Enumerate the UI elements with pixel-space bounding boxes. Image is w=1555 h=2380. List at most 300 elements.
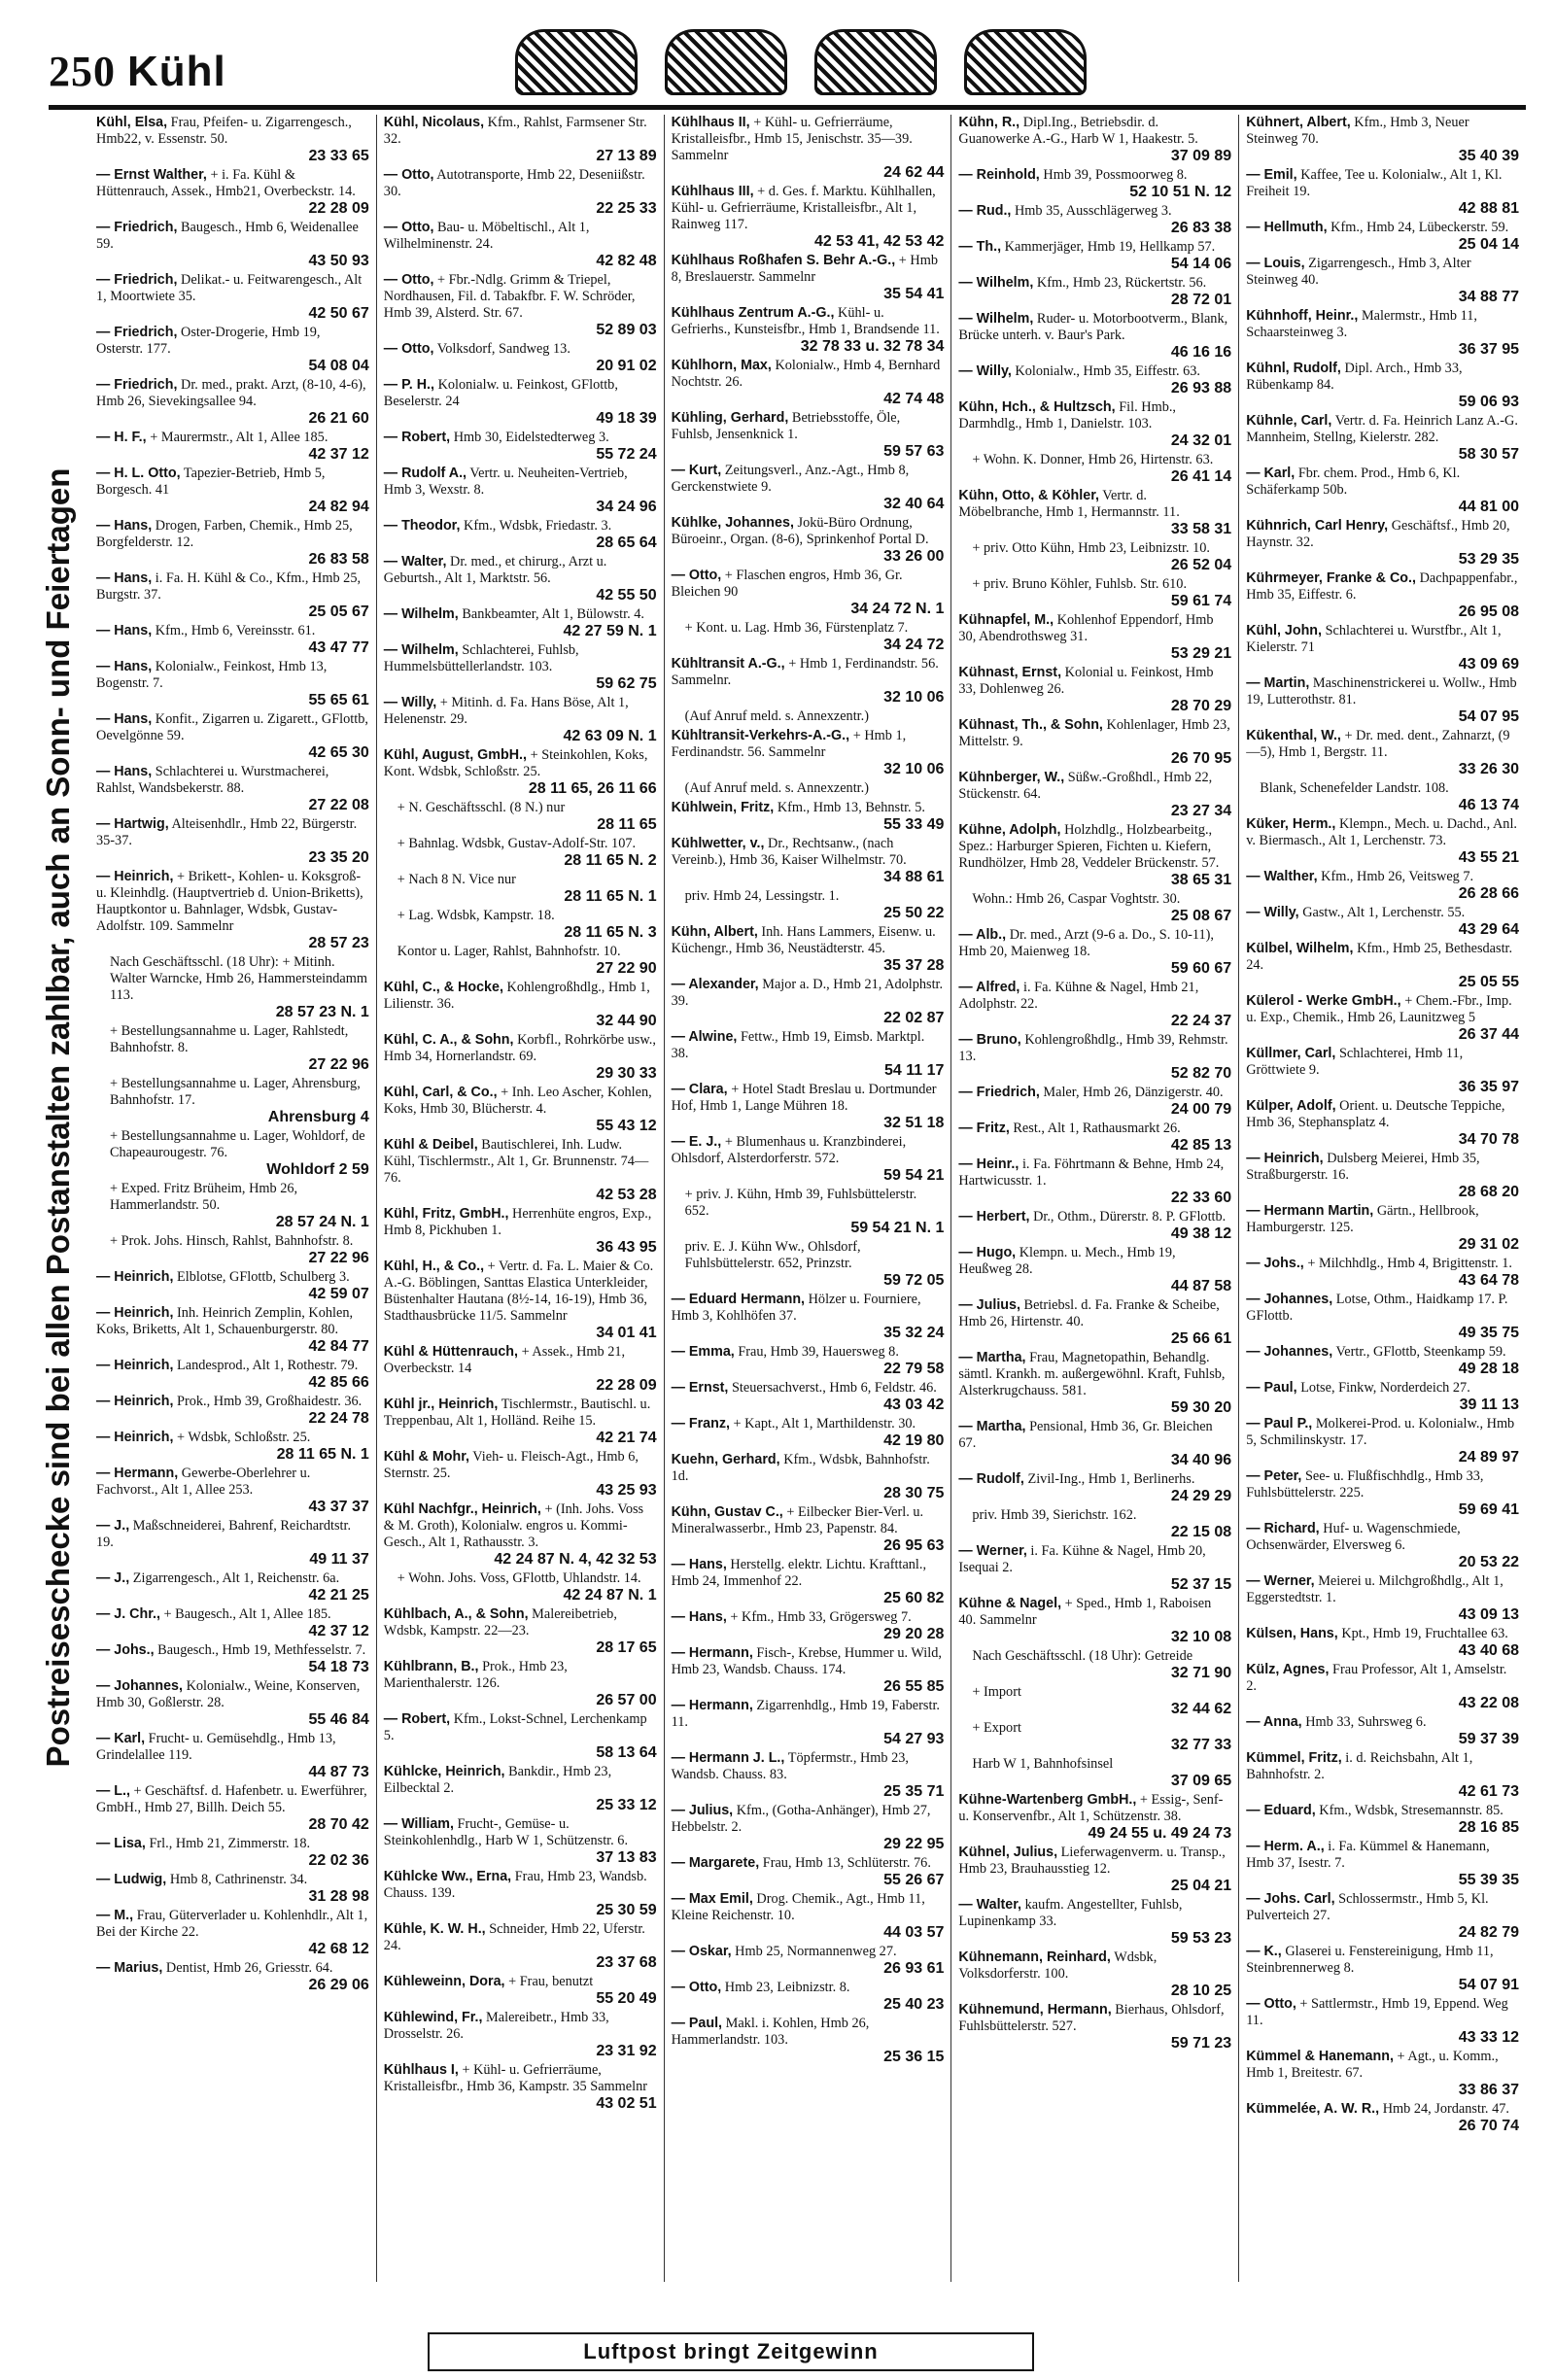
entry-phone: 35 54 41 bbox=[883, 286, 945, 302]
entry-phone: 24 00 79 bbox=[1170, 1101, 1232, 1118]
entry-phone: 27 22 90 bbox=[596, 960, 657, 977]
directory-entry bbox=[1246, 1521, 1519, 1570]
entry-details: Zigarrengesch., Alt 1, Reichenstr. 6a. bbox=[132, 1570, 340, 1586]
entry-name: — Johs., bbox=[96, 1642, 155, 1658]
entry-phone: 26 21 60 bbox=[308, 410, 369, 427]
directory-entry bbox=[384, 1085, 657, 1134]
entry-name: — Hans, bbox=[96, 764, 153, 779]
entry-name: — K., bbox=[1246, 1944, 1282, 1959]
entry-phone: 32 51 18 bbox=[883, 1115, 945, 1131]
directory-entry bbox=[96, 570, 369, 620]
directory-entry bbox=[1246, 308, 1519, 358]
entry-phone: 22 15 08 bbox=[1170, 1524, 1232, 1540]
directory-entry bbox=[1246, 1380, 1519, 1413]
directory-entry bbox=[384, 272, 657, 338]
entry-phone: 58 13 64 bbox=[596, 1744, 657, 1761]
entry-name: — Hans, bbox=[96, 623, 153, 638]
entry-name: Külz, Agnes, bbox=[1246, 1662, 1330, 1677]
directory-entry bbox=[958, 1596, 1231, 1645]
entry-details: + Kapt., Alt 1, Marthildenstr. 30. bbox=[733, 1416, 916, 1431]
directory-entry bbox=[672, 1645, 945, 1695]
entry-details: + Inh. Leo Ascher, Kohlen, Koks, Hmb 30, Blücherstr. 4. bbox=[383, 1085, 652, 1117]
directory-entry bbox=[96, 623, 369, 656]
directory-entry bbox=[672, 1344, 945, 1377]
entry-phone: 28 57 23 bbox=[308, 935, 369, 951]
entry-name: — Wilhelm, bbox=[383, 606, 459, 622]
entry-details: Kohlenhof Eppendorf, Hmb 30, Abendrothsweg 31. bbox=[958, 612, 1214, 644]
entry-name: — Martha, bbox=[958, 1419, 1026, 1434]
directory-entry bbox=[672, 1557, 945, 1606]
entry-name: — Emil, bbox=[1246, 167, 1297, 183]
directory-entry bbox=[96, 1269, 369, 1302]
entry-phone: 42 27 59 N. 1 bbox=[563, 623, 657, 639]
entry-details: + Brikett-, Kohlen- u. Koksgroß- u. Kleinhdlg. (Hauptvertrieb d. Union-Briketts), Hauptkontor u. Bahnlager, Wdsbk, Gustav-Adolfstr. 109. Sammelnr bbox=[96, 869, 363, 934]
entry-phone: 25 33 12 bbox=[596, 1797, 657, 1813]
entry-phone: 59 69 41 bbox=[1458, 1501, 1519, 1518]
entry-details: Kfm., Hmb 3, Neuer Steinweg 70. bbox=[1246, 115, 1469, 147]
entry-details: i. Fa. Kümmel & Hanemann, Hmb 37, Isestr. 7. bbox=[1246, 1839, 1490, 1871]
entry-name: — Heinr., bbox=[958, 1156, 1019, 1172]
entry-phone: 22 33 60 bbox=[1170, 1190, 1232, 1206]
entry-details: Frau, Pfeifen- u. Zigarrengesch., Hmb22, v. Essenstr. 50. bbox=[96, 115, 352, 147]
directory-entry bbox=[384, 1606, 657, 1656]
entry-details: Kfm., Hmb 23, Rückertstr. 56. bbox=[1036, 275, 1207, 291]
entry-details: Zigarrengesch., Hmb 3, Alter Steinweg 40. bbox=[1246, 256, 1471, 288]
entry-name: — J., bbox=[96, 1518, 130, 1534]
entry-phone: 53 29 21 bbox=[1170, 645, 1232, 662]
entry-name: Kühne-Wartenberg GmbH., bbox=[958, 1792, 1137, 1808]
entry-name: Kühl & Hüttenrauch, bbox=[383, 1344, 518, 1360]
entry-name: — Reinhold, bbox=[958, 167, 1040, 183]
entry-phone: 28 70 29 bbox=[1170, 698, 1232, 714]
entry-details: Kohlengroßhdlg., Hmb 1, Lilienstr. 36. bbox=[383, 980, 650, 1012]
entry-phone: 28 68 20 bbox=[1458, 1184, 1519, 1200]
entry-phone: 44 87 73 bbox=[308, 1764, 369, 1780]
directory-entry bbox=[1246, 1203, 1519, 1253]
entry-details: Töpfermstr., Hmb 23, Wandsb. Chauss. 83. bbox=[671, 1750, 910, 1782]
directory-entry bbox=[1246, 518, 1519, 568]
entry-phone: 32 44 90 bbox=[596, 1013, 657, 1029]
entry-name: — Paul, bbox=[1246, 1380, 1297, 1396]
entry-name: Kühnert, Albert, bbox=[1246, 115, 1351, 130]
entry-details: + Mitinh. d. Fa. Hans Böse, Alt 1, Helenenstr. 29. bbox=[383, 695, 629, 727]
entry-phone: 25 35 71 bbox=[883, 1783, 945, 1800]
entry-name: — Willy, bbox=[958, 363, 1012, 379]
entry-details: Blank, Schenefelder Landstr. 108. bbox=[1260, 780, 1449, 796]
directory-entry bbox=[1246, 1468, 1519, 1518]
directory-entry bbox=[1246, 1626, 1519, 1659]
entry-details: + Export bbox=[972, 1720, 1021, 1736]
entry-details: + Maurermstr., Alt 1, Allee 185. bbox=[150, 430, 328, 445]
directory-entry bbox=[384, 2062, 657, 2112]
entry-name: Kühling, Gerhard, bbox=[671, 410, 789, 426]
entry-details: Vertr. d. Möbelbranche, Hmb 1, Hermannstr. 11. bbox=[958, 488, 1180, 520]
directory-entry bbox=[384, 1869, 657, 1918]
directory-entry bbox=[672, 1609, 945, 1642]
entry-phone: 43 09 13 bbox=[1458, 1606, 1519, 1623]
entry-name: — Alexander, bbox=[671, 977, 759, 992]
entry-details: Kfm., Wdsbk, Friedastr. 3. bbox=[464, 518, 612, 534]
entry-phone: 49 38 12 bbox=[1170, 1225, 1232, 1242]
entry-name: — Kurt, bbox=[671, 463, 722, 478]
entry-details: Frucht-, Gemüse- u. Steinkohlenhdlg., Harb W 1, Schützenstr. 6. bbox=[383, 1816, 629, 1848]
directory-entry bbox=[672, 1698, 945, 1747]
entry-phone: 26 93 61 bbox=[883, 1960, 945, 1977]
entry-name: — Otto, bbox=[383, 341, 434, 357]
entry-phone: 42 59 07 bbox=[308, 1286, 369, 1302]
directory-entry bbox=[958, 1543, 1231, 1593]
entry-phone: 22 24 78 bbox=[308, 1410, 369, 1427]
entry-details: Hmb 23, Leibnizstr. 8. bbox=[724, 1980, 850, 1995]
entry-name: — Julius, bbox=[958, 1297, 1020, 1313]
entry-name: Kühne, Adolph, bbox=[958, 822, 1061, 838]
entry-details: Nach Geschäftsschl. (18 Uhr): Getreide bbox=[972, 1648, 1193, 1664]
entry-details: Dentist, Hmb 26, Griesstr. 64. bbox=[165, 1960, 333, 1976]
entry-name: — Max Emil, bbox=[671, 1891, 753, 1907]
directory-entry bbox=[672, 708, 945, 725]
directory-entry bbox=[96, 1570, 369, 1604]
entry-name: — Johannes, bbox=[96, 1678, 183, 1694]
side-banner-text: Postreiseschecke sind bei allen Postanstalten zahlbar, auch an Sonn- und Feiertagen bbox=[40, 467, 76, 1768]
entry-phone: 36 35 97 bbox=[1458, 1079, 1519, 1095]
entry-details: + Hmb 1, Ferdinandstr. 56. Sammelnr bbox=[671, 728, 907, 760]
entry-phone: 32 44 62 bbox=[1170, 1701, 1232, 1717]
entry-phone: 24 62 44 bbox=[883, 164, 945, 181]
entry-details: Klempn., Mech. u. Dachd., Anl. v. Biermasch., Alt 1, Lerchenstr. 73. bbox=[1246, 816, 1517, 848]
directory-entry bbox=[96, 1358, 369, 1391]
entry-phone: 42 53 41, 42 53 42 bbox=[813, 233, 945, 250]
entry-details: Harb W 1, Bahnhofsinsel bbox=[972, 1756, 1114, 1772]
directory-entry bbox=[96, 1836, 369, 1869]
ad-image-3 bbox=[814, 29, 937, 95]
entry-name: Kümmel, Fritz, bbox=[1246, 1750, 1342, 1766]
entry-name: Kümmel & Hanemann, bbox=[1246, 2049, 1394, 2064]
entry-name: — Heinrich, bbox=[96, 1305, 174, 1321]
entry-name: Külsen, Hans, bbox=[1246, 1626, 1338, 1641]
entry-name: — Franz, bbox=[671, 1416, 730, 1431]
entry-details: Korbfl., Rohrkörbe usw., Hmb 34, Hornerlandstr. 69. bbox=[383, 1032, 656, 1064]
directory-column-5 bbox=[1238, 115, 1526, 2282]
directory-entry bbox=[672, 115, 945, 181]
entry-name: — Theodor, bbox=[383, 518, 461, 534]
directory-entry bbox=[672, 1187, 945, 1236]
side-banner bbox=[39, 243, 78, 1992]
directory-entry bbox=[96, 1678, 369, 1728]
entry-phone: 55 20 49 bbox=[596, 1990, 657, 2007]
entry-name: — Alfred, bbox=[958, 980, 1020, 995]
entry-name: Külper, Adolf, bbox=[1246, 1098, 1336, 1114]
entry-name: Kühl, Carl, & Co., bbox=[383, 1085, 498, 1100]
ad-image-4 bbox=[964, 29, 1087, 95]
entry-phone: 28 11 65 N. 2 bbox=[564, 852, 657, 869]
entry-details: + Kühl- u. Gefrierräume, Kristalleisfbr., Hmb 15, Jenischstr. 35—39. Sammelnr bbox=[671, 115, 913, 163]
entry-details: + Nach 8 N. Vice nur bbox=[397, 872, 516, 887]
entry-details: Inh. Heinrich Zemplin, Kohlen, Koks, Briketts, Alt 1, Schauenburgerstr. 80. bbox=[96, 1305, 354, 1337]
entry-name: Kühn, Gustav C., bbox=[671, 1504, 783, 1520]
directory-entry bbox=[384, 518, 657, 551]
page-number-keyword bbox=[49, 47, 226, 96]
directory-entry bbox=[384, 1659, 657, 1708]
entry-name: Kühl, John, bbox=[1246, 623, 1323, 638]
entry-details: + Chem.-Fbr., Imp. u. Exp., Chemik., Hmb 26, Launitzweg 5 bbox=[1246, 993, 1512, 1025]
entry-phone: 34 24 72 N. 1 bbox=[850, 601, 945, 617]
directory-entry bbox=[1246, 1256, 1519, 1289]
entry-details: Schlachterei, Hmb 11, Gröttwiete 9. bbox=[1246, 1046, 1464, 1078]
entry-details: Klempn. u. Mech., Hmb 19, Heußweg 28. bbox=[958, 1245, 1176, 1277]
entry-details: Holzhdlg., Holzbearbeitg., Spez.: Harburger Spieren, Fichten u. Kiefern, Rundhölzer, Hmb 28, Veddeler Brückenstr. 57. bbox=[958, 822, 1220, 871]
entry-details: + Sattlermstr., Hmb 19, Eppend. Weg 11. bbox=[1246, 1996, 1508, 2028]
entry-details: Autotransporte, Hmb 22, Deseniißstr. 30. bbox=[383, 167, 645, 199]
entry-phone: 26 93 88 bbox=[1170, 380, 1232, 397]
entry-phone: 36 43 95 bbox=[596, 1239, 657, 1256]
entry-phone: 33 26 00 bbox=[883, 548, 945, 565]
entry-phone: 59 54 21 N. 1 bbox=[850, 1220, 945, 1236]
entry-phone: 32 40 64 bbox=[883, 496, 945, 512]
directory-entry bbox=[672, 1029, 945, 1079]
entry-phone: 49 28 18 bbox=[1458, 1361, 1519, 1377]
footer-banner bbox=[428, 2332, 1034, 2371]
entry-phone: 20 53 22 bbox=[1458, 1554, 1519, 1570]
header-ad-images bbox=[515, 29, 1137, 97]
directory-entry bbox=[384, 1449, 657, 1499]
entry-name: — Wilhelm, bbox=[958, 311, 1034, 327]
entry-phone: 26 55 85 bbox=[883, 1678, 945, 1695]
entry-phone: 28 57 24 N. 1 bbox=[275, 1214, 369, 1230]
entry-details: Zigarrenhdlg., Hmb 19, Faberstr. 11. bbox=[671, 1698, 940, 1730]
entry-phone: 29 22 95 bbox=[883, 1836, 945, 1852]
entry-name: Kühlbach, A., & Sohn, bbox=[383, 1606, 529, 1622]
directory-column-2 bbox=[376, 115, 664, 2282]
entry-name: — Emma, bbox=[671, 1344, 735, 1360]
entry-details: Vieh- u. Fleisch-Agt., Hmb 6, Sternstr. 25. bbox=[383, 1449, 639, 1481]
entry-phone: 28 17 65 bbox=[596, 1639, 657, 1656]
entry-name: — Hugo, bbox=[958, 1245, 1017, 1260]
entry-details: Dr., Othm., Dürerstr. 8. P. GFlottb. bbox=[1033, 1209, 1227, 1224]
directory-entry bbox=[958, 1897, 1231, 1947]
directory-entry bbox=[1246, 905, 1519, 938]
directory-entry bbox=[96, 1518, 369, 1568]
entry-name: — William, bbox=[383, 1816, 454, 1832]
entry-name: Kühlwein, Fritz, bbox=[671, 800, 775, 815]
entry-details: + Prok. Johs. Hinsch, Rahlst, Bahnhofstr. 8. bbox=[110, 1233, 354, 1249]
entry-details: Bankbeamter, Alt 1, Bülowstr. 4. bbox=[462, 606, 644, 622]
entry-name: Kühltransit A.-G., bbox=[671, 656, 785, 672]
directory-entry bbox=[958, 770, 1231, 819]
entry-details: Schlachterei u. Wurstmacherei, Rahlst, Wandsbekerstr. 88. bbox=[96, 764, 329, 796]
directory-entry bbox=[1246, 1292, 1519, 1341]
directory-entry bbox=[958, 1350, 1231, 1416]
entry-details: + Eilbecker Bier-Verl. u. Mineralwasserbr., Hmb 23, Papenstr. 84. bbox=[671, 1504, 924, 1536]
directory-entry bbox=[1246, 1714, 1519, 1747]
directory-entry bbox=[96, 430, 369, 463]
directory-entry bbox=[958, 1756, 1231, 1789]
directory-entry bbox=[1246, 1573, 1519, 1623]
entry-details: Kfm., Wdsbk, Stresemannstr. 85. bbox=[1319, 1803, 1503, 1818]
entry-phone: 25 36 15 bbox=[883, 2049, 945, 2065]
entry-name: — Otto, bbox=[383, 272, 434, 288]
entry-name: Kühlhaus II, bbox=[671, 115, 750, 130]
entry-phone: 43 40 68 bbox=[1458, 1642, 1519, 1659]
entry-details: Kolonialw., Weine, Konserven, Hmb 30, Goßlerstr. 28. bbox=[96, 1678, 361, 1710]
entry-name: — Hans, bbox=[96, 570, 153, 586]
entry-phone: 44 81 00 bbox=[1458, 499, 1519, 515]
directory-entry bbox=[958, 1471, 1231, 1504]
entry-details: Drog. Chemik., Agt., Hmb 11, Kleine Reichenstr. 10. bbox=[671, 1891, 925, 1923]
entry-name: Kühn, Hch., & Hultzsch, bbox=[958, 399, 1116, 415]
entry-details: Frau Professor, Alt 1, Amselstr. 2. bbox=[1246, 1662, 1507, 1694]
entry-details: Meierei u. Milchgroßhdlg., Alt 1, Eggerstedtstr. 1. bbox=[1246, 1573, 1503, 1605]
entry-details: Kolonialw., Hmb 4, Bernhard Nochtstr. 26. bbox=[671, 358, 941, 390]
directory-column-1 bbox=[89, 115, 376, 2282]
entry-phone: 55 46 84 bbox=[308, 1711, 369, 1728]
entry-name: Kühlewind, Fr., bbox=[383, 2010, 483, 2025]
entry-details: + priv. Bruno Köhler, Fuhlsb. Str. 610. bbox=[972, 576, 1188, 592]
entry-phone: 26 28 66 bbox=[1458, 885, 1519, 902]
entry-details: + Bahnlag. Wdsbk, Gustav-Adolf-Str. 107. bbox=[397, 836, 637, 851]
entry-name: — Ludwig, bbox=[96, 1872, 167, 1887]
directory-entry bbox=[96, 272, 369, 322]
directory-entry bbox=[958, 1297, 1231, 1347]
directory-entry bbox=[1246, 115, 1519, 164]
directory-entry bbox=[958, 1792, 1231, 1842]
entry-details: Prok., Hmb 39, Großhaidestr. 36. bbox=[177, 1394, 363, 1409]
entry-name: Kühl, H., & Co., bbox=[383, 1259, 485, 1274]
entry-phone: 54 18 73 bbox=[308, 1659, 369, 1675]
entry-name: — J., bbox=[96, 1570, 130, 1586]
entry-name: — Ernst, bbox=[671, 1380, 729, 1396]
entry-details: Landesprod., Alt 1, Rothestr. 79. bbox=[177, 1358, 359, 1373]
directory-entry bbox=[1246, 220, 1519, 253]
entry-phone: 27 22 08 bbox=[308, 797, 369, 813]
entry-details: i. Fa. H. Kühl & Co., Kfm., Hmb 25, Burgstr. 37. bbox=[96, 570, 362, 603]
entry-phone: 32 71 90 bbox=[1170, 1665, 1232, 1681]
entry-phone: 59 57 63 bbox=[883, 443, 945, 460]
directory-entry bbox=[96, 466, 369, 515]
directory-entry bbox=[672, 620, 945, 653]
entry-details: Maler, Hmb 26, Dänzigerstr. 40. bbox=[1043, 1085, 1224, 1100]
directory-entry bbox=[958, 891, 1231, 924]
entry-details: + Bestellungsannahme u. Lager, Ahrensburg, Bahnhofstr. 17. bbox=[110, 1076, 361, 1108]
entry-details: Dulsberg Meierei, Hmb 35, Straßburgerstr. 16. bbox=[1246, 1151, 1480, 1183]
entry-phone: 37 13 83 bbox=[596, 1849, 657, 1866]
entry-phone: 55 72 24 bbox=[596, 446, 657, 463]
entry-details: Zeitungsverl., Anz.-Agt., Hmb 8, Gerckenstwiete 9. bbox=[671, 463, 910, 495]
entry-name: Kühnemann, Reinhard, bbox=[958, 1949, 1111, 1965]
entry-details: Bautischlerei, Inh. Ludw. Kühl, Tischlermstr., Alt 1, Gr. Brunnenstr. 74—76. bbox=[383, 1137, 649, 1186]
entry-phone: 27 22 96 bbox=[308, 1056, 369, 1073]
entry-details: Kfm., (Gotha-Anhänger), Hmb 27, Hebbelstr. 2. bbox=[671, 1803, 931, 1835]
entry-details: Tischlermstr., Bautischl. u. Treppenbau, Alt 1, Holländ. Reihe 15. bbox=[383, 1397, 651, 1429]
entry-phone: 34 88 77 bbox=[1458, 289, 1519, 305]
entry-details: Fettw., Hmb 19, Eimsb. Marktpl. 38. bbox=[671, 1029, 925, 1061]
directory-columns bbox=[89, 115, 1526, 2282]
directory-entry bbox=[1246, 941, 1519, 990]
directory-entry bbox=[672, 924, 945, 974]
entry-name: Kühl, Elsa, bbox=[96, 115, 168, 130]
entry-details: Dipl. Arch., Hmb 33, Rübenkamp 84. bbox=[1246, 361, 1463, 393]
entry-details: Dipl.Ing., Betriebsdir. d. Guanowerke A.-G., Harb W 1, Haakestr. 5. bbox=[958, 115, 1198, 147]
entry-name: — Herbert, bbox=[958, 1209, 1030, 1224]
directory-entry bbox=[672, 1944, 945, 1977]
entry-details: See- u. Flußfischhdlg., Hmb 33, Fuhlsbüttelerstr. 225. bbox=[1246, 1468, 1484, 1500]
directory-entry bbox=[672, 836, 945, 885]
entry-details: + Sped., Hmb 1, Raboisen 40. Sammelnr bbox=[958, 1596, 1212, 1628]
entry-phone: 26 70 95 bbox=[1170, 750, 1232, 767]
directory-entry bbox=[96, 1908, 369, 1957]
directory-entry bbox=[96, 816, 369, 866]
entry-name: — Clara, bbox=[671, 1082, 728, 1097]
entry-details: Prok., Hmb 23, Marienthalerstr. 126. bbox=[383, 1659, 568, 1691]
directory-column-4 bbox=[950, 115, 1238, 2282]
entry-details: + Milchhdlg., Hmb 4, Brigittenstr. 1. bbox=[1307, 1256, 1512, 1271]
entry-phone: 42 74 48 bbox=[883, 391, 945, 407]
entry-name: — Hans, bbox=[671, 1557, 727, 1572]
entry-name: — Willy, bbox=[1246, 905, 1299, 920]
directory-entry bbox=[1246, 167, 1519, 217]
entry-name: — Rudolf A., bbox=[383, 466, 467, 481]
entry-name: — Walter, bbox=[958, 1897, 1022, 1913]
entry-name: — Hellmuth, bbox=[1246, 220, 1328, 235]
directory-entry bbox=[1246, 413, 1519, 463]
directory-entry bbox=[1246, 1046, 1519, 1095]
entry-details: Kaffee, Tee u. Kolonialw., Alt 1, Kl. Freiheit 19. bbox=[1246, 167, 1503, 199]
directory-entry bbox=[384, 1501, 657, 1568]
entry-phone: 42 63 09 N. 1 bbox=[563, 728, 657, 744]
entry-phone: 28 70 42 bbox=[308, 1816, 369, 1833]
directory-entry bbox=[672, 1504, 945, 1554]
entry-details: + Essig-, Senf- u. Konservenfbr., Alt 1, Schützenstr. 38. bbox=[958, 1792, 1224, 1824]
entry-details: Dr., Rechtsanw., (nach Vereinb.), Hmb 36, Kaiser Wilhelmstr. 70. bbox=[671, 836, 907, 868]
directory-entry bbox=[672, 410, 945, 460]
directory-entry bbox=[958, 1648, 1231, 1681]
entry-name: — Louis, bbox=[1246, 256, 1305, 271]
entry-phone: 59 53 23 bbox=[1170, 1930, 1232, 1947]
entry-details: Bankdir., Hmb 23, Eilbecktal 2. bbox=[383, 1764, 612, 1796]
entry-phone: 46 16 16 bbox=[1170, 344, 1232, 361]
entry-phone: 20 91 02 bbox=[596, 358, 657, 374]
entry-name: — Bruno, bbox=[958, 1032, 1021, 1048]
entry-details: priv. Hmb 39, Sierichstr. 162. bbox=[972, 1507, 1137, 1523]
entry-name: — Th., bbox=[958, 239, 1002, 255]
entry-phone: 27 22 96 bbox=[308, 1250, 369, 1266]
directory-entry bbox=[1246, 993, 1519, 1043]
entry-details: + Bestellungsannahme u. Lager, Wohldorf, de Chapeaurougestr. 76. bbox=[110, 1128, 365, 1160]
entry-details: + Steinkohlen, Koks, Kont. Wdsbk, Schloßstr. 25. bbox=[383, 747, 648, 779]
entry-name: — Hermann, bbox=[671, 1645, 753, 1661]
directory-entry bbox=[1246, 570, 1519, 620]
entry-details: + Kühl- u. Gefrierräume, Kristalleisfbr., Hmb 36, Kampstr. 35 Sammelnr bbox=[383, 2062, 648, 2094]
entry-details: Gastw., Alt 1, Lerchenstr. 55. bbox=[1302, 905, 1466, 920]
directory-entry bbox=[958, 1507, 1231, 1540]
directory-entry bbox=[672, 888, 945, 921]
entry-name: Kühnrich, Carl Henry, bbox=[1246, 518, 1389, 534]
entry-phone: 26 37 44 bbox=[1458, 1026, 1519, 1043]
footer-banner-text: Luftpost bringt Zeitgewinn bbox=[583, 2339, 879, 2363]
entry-details: + Wdsbk, Schloßstr. 25. bbox=[177, 1430, 311, 1445]
entry-name: Kükenthal, W., bbox=[1246, 728, 1341, 743]
entry-phone: 59 62 75 bbox=[596, 675, 657, 692]
directory-entry bbox=[1246, 256, 1519, 305]
directory-entry bbox=[96, 1128, 369, 1178]
directory-entry bbox=[384, 747, 657, 797]
entry-phone: 52 37 15 bbox=[1170, 1576, 1232, 1593]
entry-name: — Robert, bbox=[383, 430, 451, 445]
ad-image-2 bbox=[665, 29, 787, 95]
entry-phone: 43 03 42 bbox=[883, 1397, 945, 1413]
entry-name: — J. Chr., bbox=[96, 1606, 160, 1622]
ad-image-1 bbox=[515, 29, 638, 95]
entry-name: — Otto, bbox=[1246, 1996, 1296, 2012]
